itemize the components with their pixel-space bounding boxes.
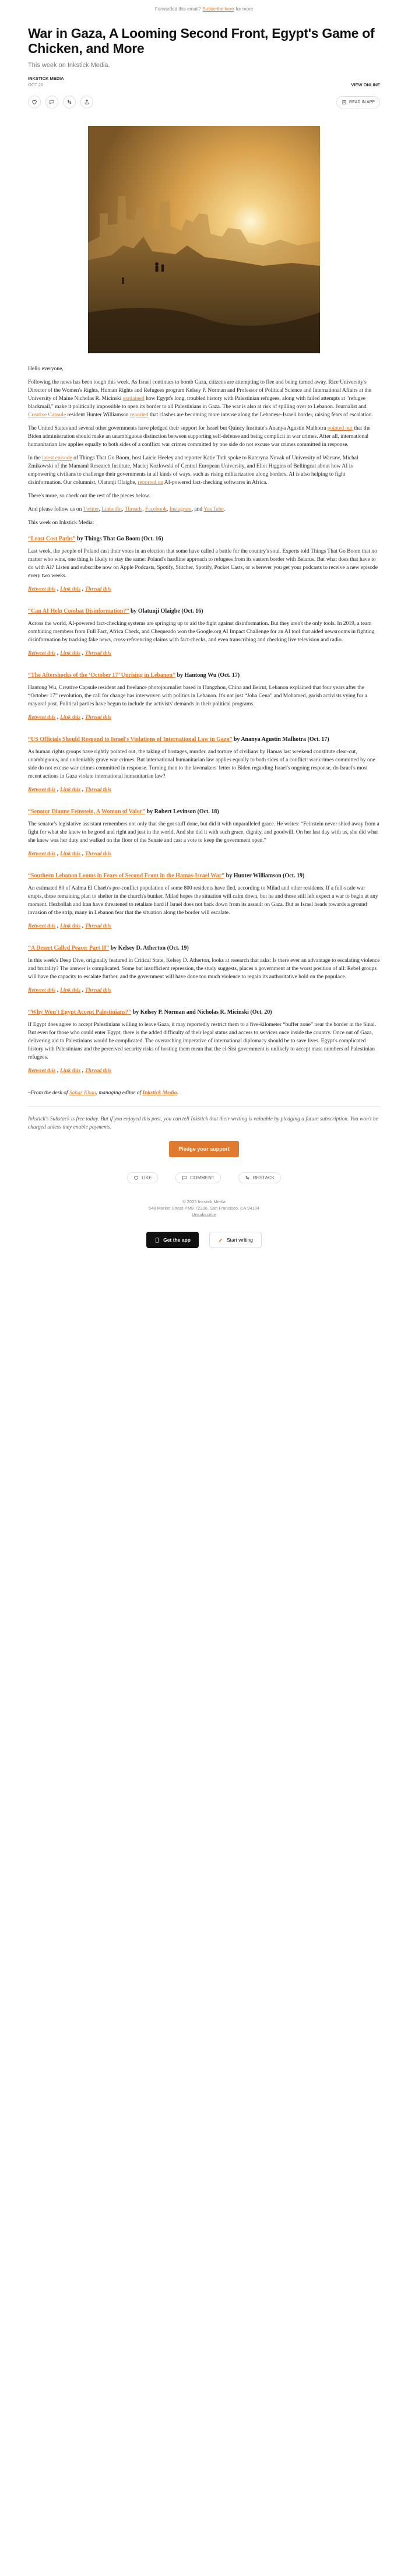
- retweet-link[interactable]: Retweet this: [28, 586, 56, 592]
- app-icon: [342, 100, 347, 105]
- thread-this-link[interactable]: Thread this: [85, 923, 112, 929]
- twitter-link[interactable]: Twitter: [83, 507, 99, 512]
- linkedin-link[interactable]: LinkedIn: [101, 507, 122, 512]
- retweet-link[interactable]: Retweet this: [28, 1068, 56, 1074]
- for-more-text: for more: [235, 6, 254, 12]
- restack-icon: [66, 99, 72, 105]
- reported-on-link[interactable]: reported on: [138, 480, 163, 486]
- article-summary: The senator's legislative assistant remembers not only that she got stuff done, but did it with unparalleled grace. He writes: “Feinstein never shied away from a fight for what she knew to be good and right and just in the world. And she did it with such grace, dignity, and goodwill. On her last day with us, she did what she knew was her duty and walked on the floor of the Senate and cast a vote to keep the government open.”: [28, 821, 379, 844]
- post-title[interactable]: War in Gaza, A Looming Second Front, Egypt's Game of Chicken, and More: [28, 26, 375, 56]
- retweet-link[interactable]: Retweet this: [28, 851, 56, 857]
- article-heading: “A Desert Called Peace: Part II” by Kelsey D. Atherton (Oct. 19): [28, 945, 189, 951]
- post-meta: [28, 76, 380, 87]
- facebook-link[interactable]: Facebook: [145, 507, 167, 512]
- comment-icon: [49, 99, 55, 105]
- pointed-out-link[interactable]: pointed out: [327, 426, 353, 431]
- intro-paragraph-4: There's more, so check out the rest of the pieces below.: [28, 493, 150, 499]
- link-this-link[interactable]: Link this: [60, 787, 81, 793]
- signoff: –From the desk of Sahar Khan, managing editor of Inkstick Media.: [28, 1090, 178, 1096]
- link-this-link[interactable]: Link this: [60, 923, 81, 929]
- thread-this-link[interactable]: Thread this: [85, 987, 112, 993]
- share-links: Retweet this , Link this , Thread this: [28, 923, 112, 929]
- article-summary: In this week's Deep Dive, originally featured in Critical State, Kelsey D. Atherton, looks at research that asks: Is there ever an advantage to escalating violence and brutality? The answer is complicated. Some but insufficient repression, the study suggests, places a government at the worst position of all: Rebel groups will have the capacity to escalate further, and the government will have done too much violence to regain its authoritative hold on the populace.: [28, 958, 380, 980]
- link-this-link[interactable]: Link this: [60, 987, 81, 993]
- forward-bar: [28, 0, 380, 17]
- article-heading: “US Officials Should Respond to Israel's Violations of International Law in Gaza” by Ananya Agustin Malhotra (Oct. 17): [28, 736, 329, 743]
- retweet-link[interactable]: Retweet this: [28, 651, 56, 656]
- link-this-link[interactable]: Link this: [60, 851, 81, 857]
- pledge-button[interactable]: Pledge your support: [169, 1141, 239, 1157]
- thread-this-link[interactable]: Thread this: [85, 586, 112, 592]
- footer: [28, 1199, 380, 1218]
- link-this-link[interactable]: Link this: [60, 586, 81, 592]
- comment-pill[interactable]: COMMENT: [175, 1172, 220, 1183]
- article-title-link[interactable]: “US Officials Should Respond to Israel's Violations of International Law in Gaza”: [28, 736, 233, 743]
- post-subtitle: This week on Inkstick Media.: [28, 62, 110, 69]
- article-title-link[interactable]: “The Aftershocks of the ‘October 17’ Uprising in Lebanon”: [28, 672, 175, 679]
- article-title-link[interactable]: “Least Cost Paths”: [28, 536, 76, 542]
- post-body: [28, 365, 380, 1097]
- start-writing-button[interactable]: Start writing: [209, 1232, 262, 1248]
- app-buttons: [28, 1232, 380, 1248]
- sahar-khan-link[interactable]: Sahar Khan: [69, 1090, 96, 1096]
- thread-this-link[interactable]: Thread this: [85, 651, 112, 656]
- intro-paragraph-1: Following the news has been tough this week. As Israel continues to bomb Gaza, citizens are attempting to flee and being turned away. Rice University's Director of the Women's Rights, Human Rights and Refugees program Kelsey P. Norman and Professor of Political Science and International Affairs at the University of Maine Nicholas R. Micinski explained how Egypt's long, troubled history with Palestinian refugees, along with failed attempts at "refugee blackmail," make it politically impossible to open its border to all Palestinians in Gaza. The war is also at risk of spilling over to Lebanon. Journalist and Creative Capsule resident Hunter Williamson reported that clashes are becoming more intense along the Lebanese-Israeli border, raising fears of escalation.: [28, 379, 373, 418]
- pencil-icon: [218, 1238, 223, 1243]
- retweet-link[interactable]: Retweet this: [28, 787, 56, 793]
- read-in-app-label: READ IN APP: [349, 100, 375, 104]
- article-title-link[interactable]: “Can AI Help Combat Disinformation?”: [28, 608, 129, 614]
- heart-icon: [133, 1175, 139, 1180]
- intro-paragraph-2: The United States and several other governments have pledged their support for Israel but Quincy Institute's Ananya Agustin Malhotra pointed out that the Biden administration should make an unambiguous distinction between supporting self-defense and being complicit in war crimes. After all, international humanitarian law applies equally to both sides of a conflict: war crimes committed by one side do not excuse war crimes committed in response.: [28, 426, 371, 448]
- article-heading: “Senator Dianne Feinstein, A Woman of Valor” by Robert Levinson (Oct. 18): [28, 809, 219, 815]
- thread-this-link[interactable]: Thread this: [85, 715, 112, 721]
- thread-this-link[interactable]: Thread this: [85, 787, 112, 793]
- article-heading: “Can AI Help Combat Disinformation?” by Olatunji Olaigbe (Oct. 16): [28, 608, 203, 614]
- address: 548 Market Street PMB 72296, San Francisco, CA 94104: [148, 1206, 260, 1211]
- link-this-link[interactable]: Link this: [60, 715, 81, 721]
- share-links: Retweet this , Link this , Thread this: [28, 987, 112, 993]
- article-summary: Across the world, AI-powered fact-checking systems are springing up to aid the fight against disinformation. But they aren't the only tools. In 2019, a team combining members from Full Fact, Africa Check, and Chequeado won the Google.org AI Impact Challenge for an AI tool that aided newsrooms in fighting disinformation by tracking fake news, cross-referencing claims with fact-checks, and even transcribing and checking live television and radio.: [28, 621, 375, 643]
- intro-paragraph-3: In the latest episode of Things That Go Boom, host Laicie Heeley and reporter Katie Toth spoke to Kateryna Novak of University of Warsaw, Michal Zmikowski of the Mamaml Research Institute, Maciej Kozlowski of Central European University, and Eliot Higgins of Bellingcat about how AI is empowering civilians to challenge their governments in all kinds of ways, such as rising militarization along borders. AI is also helping to fight disinformation. Our columnist, Olatunji Olaigbe, reported on AI-powered fact-checking softwares in Africa.: [28, 455, 358, 486]
- follow-paragraph: And please follow us on Twitter, LinkedIn, Threads, Facebook, Instagram, and YouTube.: [28, 507, 226, 512]
- share-links: Retweet this , Link this , Thread this: [28, 586, 112, 592]
- article-summary: Hantong Wu, Creative Capsule resident and freelance photojournalist based in Hangzhou, China and Beirut, Lebanon explained that four years after the “October 17” revolution, the call for change has interwoven with politics in Lebanon. It's not just “Joha Cena” and Mohamed, garish activists vying for a mayoral post. Political parties have begun to include the activists' demands in their political programs.: [28, 685, 367, 707]
- restack-icon: [245, 1175, 250, 1180]
- creative-capsule-link[interactable]: Creative Capsule: [28, 412, 66, 418]
- instagram-link[interactable]: Instagram: [169, 507, 192, 512]
- unsubscribe-link[interactable]: Unsubscribe: [192, 1212, 216, 1217]
- reported-link[interactable]: reported: [129, 412, 149, 418]
- threads-link[interactable]: Threads: [124, 507, 143, 512]
- share-links: Retweet this , Link this , Thread this: [28, 715, 112, 721]
- heart-icon: [31, 99, 37, 105]
- action-bar: [28, 96, 380, 108]
- like-button[interactable]: [28, 96, 41, 108]
- share-links: Retweet this , Link this , Thread this: [28, 851, 112, 857]
- article-summary: As human rights groups have rightly pointed out, the taking of hostages, murder, and torture of civilians by Hamas last weekend constitute clear-cut, unambiguous, and undeniably grave war crimes. But international humanitarian law applies equally to both sides of a conflict: war crimes committed by one side do not excuse war crimes committed in response. Turning then to the lawmakers' letter to Biden regarding Israel's ongoing response, do Israel's most recent actions in Gaza violate international humanitarian law?: [28, 749, 375, 779]
- author-name[interactable]: INKSTICK MEDIA: [28, 76, 64, 81]
- article-summary: Last week, the people of Poland cast their votes in an election that some have called a battle for the country's soul. Experts told Things That Go Boom that no matter who wins, one thing is likely to stay the same: Poland's hardline approach to refugees from its eastern border with Belarus. But what does that have to do with AI? Listen and subscribe now on Apple Podcasts, Spotify, Stitcher, Spotify, Pocket Casts, or wherever you get your podcasts to receive a new episode every two weeks.: [28, 549, 378, 579]
- share-links: Retweet this , Link this , Thread this: [28, 651, 112, 656]
- restack-button[interactable]: [63, 96, 76, 108]
- inkstick-link[interactable]: Inkstick Media: [142, 1090, 177, 1096]
- article-heading: “Least Cost Paths” by Things That Go Boom (Oct. 16): [28, 536, 163, 542]
- comment-icon: [182, 1175, 187, 1180]
- youtube-link[interactable]: YouTube: [203, 507, 224, 512]
- article-list: [28, 535, 380, 1075]
- link-this-link[interactable]: Link this: [60, 1068, 81, 1074]
- share-icon: [84, 99, 90, 105]
- retweet-link[interactable]: Retweet this: [28, 987, 56, 993]
- divider: [28, 1106, 380, 1107]
- support-text: Inkstick's Substack is free today. But if you enjoyed this post, you can tell Inkstick that their writing is valuable by pledging a future subscription. You won't be charged unless they enable payments.: [28, 1116, 378, 1130]
- this-week-heading: This week on Inkstick Media:: [28, 520, 94, 526]
- view-online-link[interactable]: VIEW ONLINE: [351, 82, 380, 87]
- comment-button[interactable]: [45, 96, 58, 108]
- copyright: © 2023 Inkstick Media: [182, 1199, 226, 1204]
- hero-image: [88, 126, 320, 353]
- forwarded-text: Forwarded this email?: [154, 6, 201, 12]
- retweet-link[interactable]: Retweet this: [28, 715, 56, 721]
- read-in-app-button[interactable]: [336, 96, 380, 108]
- article-title-link[interactable]: “Senator Dianne Feinstein, A Woman of Valor”: [28, 809, 146, 815]
- link-this-link[interactable]: Link this: [60, 651, 81, 656]
- share-links: Retweet this , Link this , Thread this: [28, 787, 112, 793]
- thread-this-link[interactable]: Thread this: [85, 1068, 112, 1074]
- share-button[interactable]: [80, 96, 93, 108]
- explained-link[interactable]: explained: [122, 396, 145, 402]
- restack-pill[interactable]: RESTACK: [238, 1172, 281, 1183]
- engagement-bar: [28, 1172, 380, 1183]
- like-pill[interactable]: LIKE: [127, 1172, 158, 1183]
- article-title-link[interactable]: “A Desert Called Peace: Part II”: [28, 945, 110, 951]
- latest-episode-link[interactable]: latest episode: [42, 455, 72, 461]
- retweet-link[interactable]: Retweet this: [28, 923, 56, 929]
- article-summary: If Egypt does agree to accept Palestinians willing to leave Gaza, it may reportedly restrict them to a five-kilometer “buffer zone” near the border in the Sinai. But even for those who could enter Egypt, there is the added difficulty of their legal status and access to services once inside the country. Once out of Gaza, delivering aid to Palestinians would be complicated. The overarching imperative of international diplomacy should be to save lives. Egypt's complicated history with Palestinians and the perceived security risks of hosting them mean that the el-Sisi government is unlikely to accept mass numbers of Palestinian refugees.: [28, 1022, 377, 1060]
- subscribe-link[interactable]: Subscribe here: [202, 6, 234, 12]
- article-title-link[interactable]: “Why Won't Egypt Accept Palestinians?”: [28, 1009, 132, 1015]
- article-summary: An estimated 80 of Aalma El Chaeb's pre-conflict population of some 800 residents have fled, according to Milad and other residents. If a full-scale war erupts, those remaining plan to shelter in the church's bunker. Milad hopes the situation will calm down, but he and those still left expect a war to begin at any moment. Hezbollah and Iran have threatened to retaliate hard if Israel does not back down from its assault on Gaza. But as Israel heads towards a ground invasion of the strip, many in Lebanon fear that the situation along the border will escalate.: [28, 885, 378, 916]
- get-app-button[interactable]: Get the app: [146, 1232, 199, 1248]
- article-heading: “The Aftershocks of the ‘October 17’ Uprising in Lebanon” by Hantong Wu (Oct. 17): [28, 672, 240, 679]
- post-date: OCT 20: [28, 82, 44, 87]
- phone-icon: [154, 1238, 160, 1243]
- article-title-link[interactable]: “Southern Lebanon Looms in Fears of Second Front in the Hamas-Israel War”: [28, 873, 225, 879]
- article-heading: “Southern Lebanon Looms in Fears of Second Front in the Hamas-Israel War” by Hunter Williamson (Oct. 19): [28, 873, 305, 879]
- article-heading: “Why Won't Egypt Accept Palestinians?” by Kelsey P. Norman and Nicholas R. Micinski (Oct. 20): [28, 1009, 272, 1015]
- thread-this-link[interactable]: Thread this: [85, 851, 112, 857]
- greeting: Hello everyone,: [28, 366, 64, 372]
- share-links: Retweet this , Link this , Thread this: [28, 1068, 112, 1074]
